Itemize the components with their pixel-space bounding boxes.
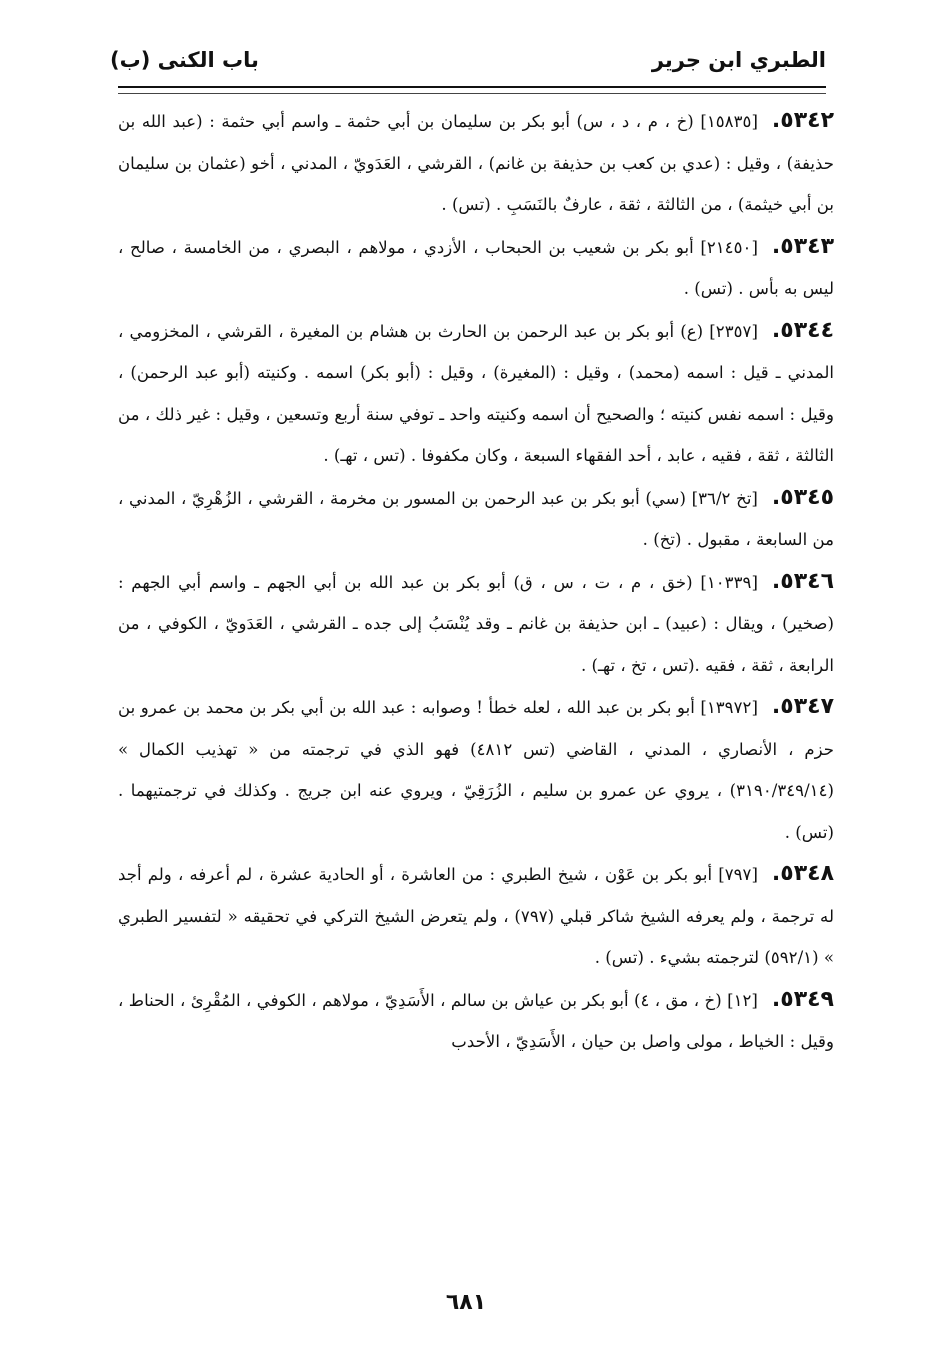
- entry-5347: [118, 686, 834, 853]
- entry-5343: [118, 226, 834, 310]
- entry-text: [١٠٣٣٩] (خق ، م ، ت ، س ، ق) أبو بكر بن عبد الله بن أبي الجهم ـ واسم أبي الجهم : (صخير) ، ويقال : (عبيد) ـ ابن حذيفة بن غانم ـ وقد يُنْسَبُ إلى جده ـ القرشي ، العَدَويّ ، الكوفي ، من الرابعة ، ثقة ، فقيه .(تس ، تخ ، تهـ) .: [118, 572, 834, 675]
- page-header: [110, 38, 826, 82]
- entry-text: [٢٣٥٧] (ع) أبو بكر بن عبد الرحمن بن الحارث بن هشام بن المغيرة ، القرشي ، المخزومي ، المدني ـ قيل : اسمه (محمد) ، وقيل : (المغيرة) ، وقيل : (أبو بكر) اسمه . وكنيته (أبو عبد الرحمن) ، وقيل : اسمه نفس كنيته ؛ والصحيح أن اسمه وكنيته واحد ـ توفي سنة أربع وتسعين ، وقيل : غير ذلك ، من الثالثة ، ثقة ، فقيه ، عابد ، أحد الفقهاء السبعة ، وكان مكفوفا . (تس ، تهـ) .: [118, 321, 834, 465]
- entry-text: [١٣٩٧٢] أبو بكر بن عبد الله ، لعله خطأ ! وصوابه : عبد الله بن أبي بكر بن محمد بن عمرو بن حزم ، الأنصاري ، المدني ، القاضي (تس ٤٨١٢) فهو الذي في ترجمته من « تهذيب الكمال » (٣١٩٠/٣٤٩/١٤) ، يروي عن عمرو بن سليم ، الزُرَقِيّ ، ويروي عنه ابن جريج . وكذلك في ترجمتيهما . (تس) .: [118, 698, 835, 842]
- entry-number: ٥٣٤٣.: [771, 233, 834, 259]
- entry-number: ٥٣٤٦.: [771, 568, 834, 594]
- header-divider: [118, 86, 826, 94]
- entry-number: ٥٣٤٢.: [771, 108, 834, 133]
- entry-5348: [118, 853, 834, 979]
- entry-5349: [118, 979, 834, 1063]
- entry-number: ٥٣٤٤.: [771, 317, 834, 343]
- entry-text: [١٥٨٣٥] (خ ، م ، د ، س) أبو بكر بن سليمان بن أبي حثمة ـ واسم أبي حثمة : (عبد الله بن حذيفة) ، وقيل : (عدي بن كعب بن حذيفة بن غانم) ، القرشي ، العَدَويّ ، المدني ، أخو (عثمان بن سليمان بن أبي خيثمة) ، من الثالثة ، ثقة ، عارفٌ بالنَسَبِ . (تس) .: [118, 112, 834, 214]
- entry-text: [٢١٤٥٠] أبو بكر بن شعيب بن الحبحاب ، الأزدي ، مولاهم ، البصري ، من الخامسة ، صالح ، ليس به بأس . (تس) .: [118, 237, 834, 298]
- entry-5346: [118, 561, 834, 687]
- entry-5342: [118, 100, 834, 226]
- entry-text: [تخ ٣٦/٢] (سي) أبو بكر بن عبد الرحمن بن المسور بن مخرمة ، القرشي ، الزُهْرِيّ ، المدني ، من السابعة ، مقبول . (تخ) .: [118, 488, 834, 549]
- running-title-right: الطبري ابن جرير: [651, 48, 826, 72]
- page-body: [118, 100, 834, 1063]
- entry-text: [٧٩٧] أبو بكر بن عَوْن ، شيخ الطبري : من العاشرة ، أو الحادية عشرة ، لم أعرفه ، ولم أجد له ترجمة ، ولم يعرفه الشيخ شاكر قبلي (٧٩٧) ، ولم يتعرض الشيخ التركي في تحقيقه « لتفسير الطبري » (٥٩٢/١) لترجمته بشيء . (تس) .: [118, 865, 834, 967]
- entry-number: ٥٣٤٩.: [771, 986, 834, 1012]
- entry-number: ٥٣٤٨.: [771, 861, 834, 886]
- running-title-left: باب الكنى (ب): [110, 48, 259, 72]
- entry-5345: [118, 477, 834, 561]
- entry-number: ٥٣٤٥.: [771, 484, 834, 510]
- entry-number: ٥٣٤٧.: [771, 694, 834, 719]
- page-number: ٦٨١: [445, 1290, 487, 1315]
- entry-text: [١٢] (خ ، مق ، ٤) أبو بكر بن عياش بن سالم ، الأَسَدِيّ ، مولاهم ، الكوفي ، المُقْرِئ ، الحناط ، وقيل : الخياط ، مولى واصل بن حيان ، الأَسَدِيّ ، الأحدب: [118, 990, 834, 1051]
- entry-5344: [118, 310, 834, 477]
